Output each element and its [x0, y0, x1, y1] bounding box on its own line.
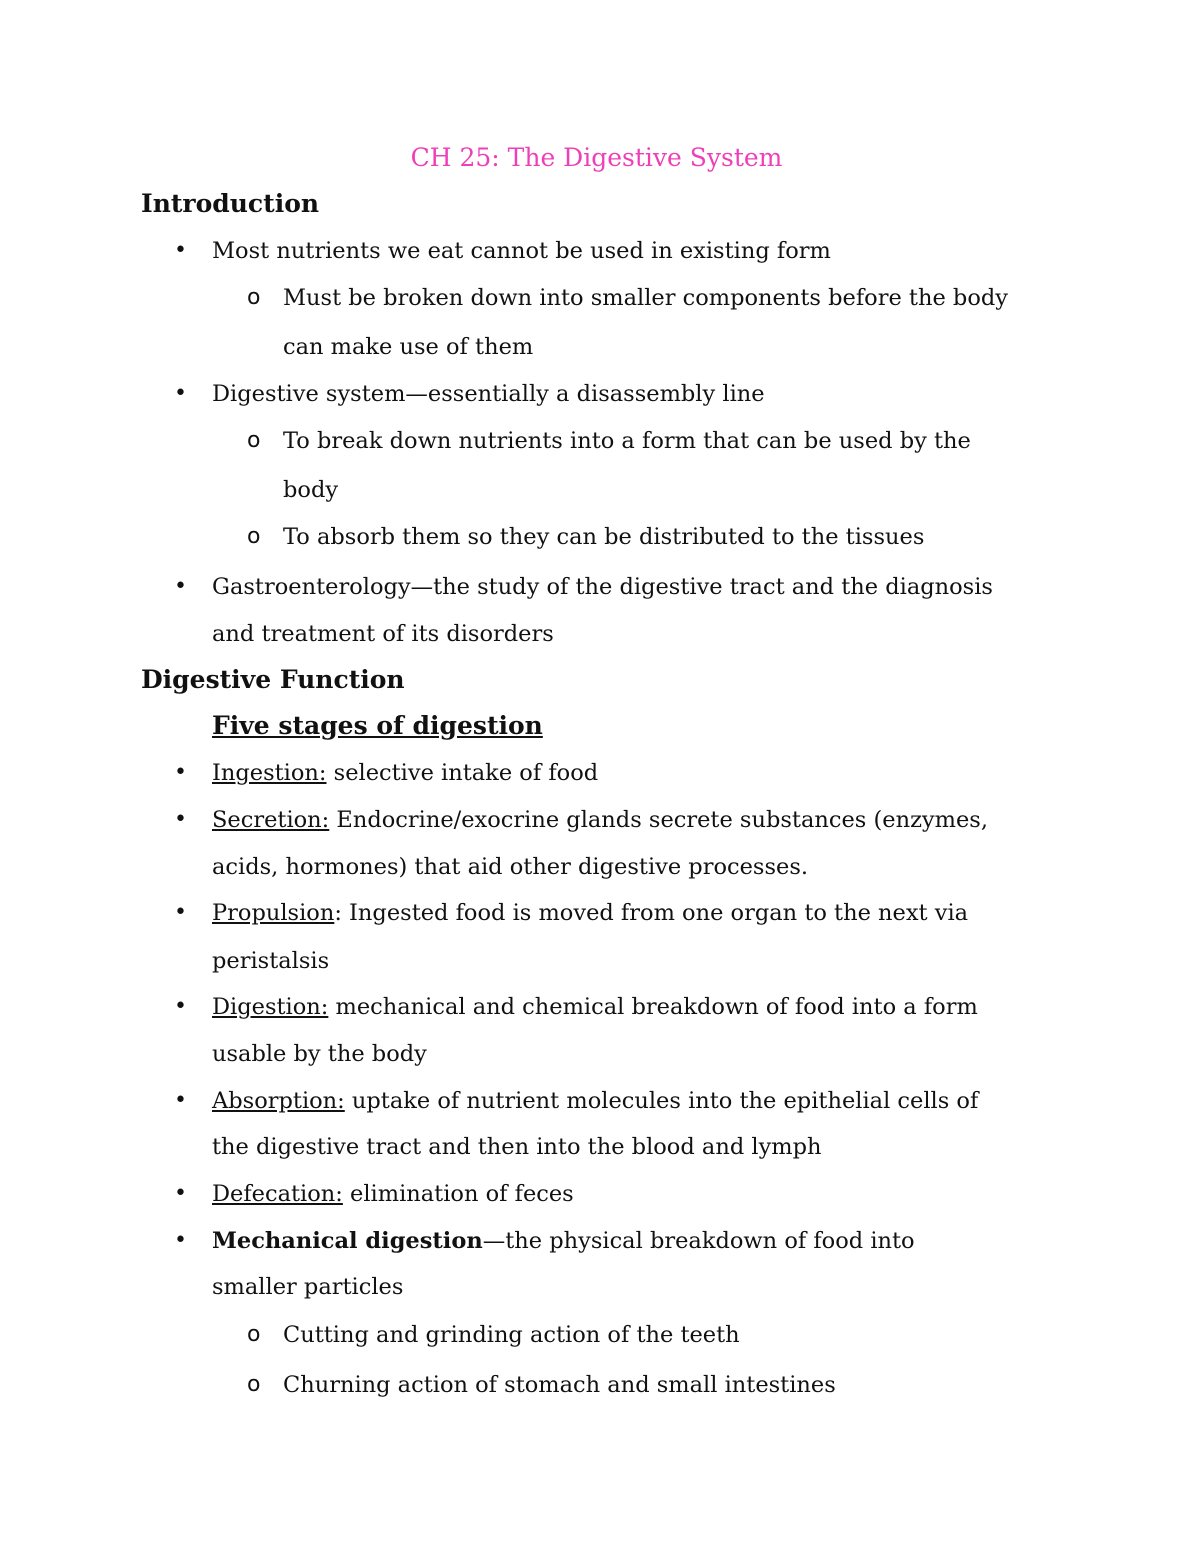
bullet-icon: • — [174, 994, 187, 1019]
list-item-continuation: and treatment of its disorders — [212, 621, 554, 647]
section-heading-digestive-function: Digestive Function — [141, 665, 405, 694]
sub-list-item: Churning action of stomach and small intestines — [283, 1372, 836, 1398]
section-heading-introduction: Introduction — [141, 189, 320, 218]
list-item-secretion — [212, 800, 988, 840]
list-item-mechanical-digestion — [212, 1221, 915, 1261]
definition-text: —the physical breakdown of food into — [482, 1228, 915, 1254]
term-propulsion: Propulsion — [212, 900, 335, 926]
term-digestion: Digestion: — [212, 994, 329, 1020]
term-mechanical-digestion: Mechanical digestion — [212, 1228, 483, 1254]
definition-text: : Ingested food is moved from one organ to the next via — [334, 900, 969, 926]
definition-text: selective intake of food — [326, 760, 599, 786]
bullet-icon: • — [174, 1181, 187, 1206]
term-secretion: Secretion: — [212, 807, 330, 833]
subheading-five-stages: Five stages of digestion — [212, 711, 543, 740]
circle-bullet-icon: o — [247, 1322, 261, 1347]
list-item-continuation: smaller particles — [212, 1274, 404, 1300]
sub-list-item: To absorb them so they can be distributed to the tissues — [283, 524, 925, 550]
bullet-icon: • — [174, 807, 187, 832]
sub-list-item: Cutting and grinding action of the teeth — [283, 1322, 740, 1348]
definition-text: uptake of nutrient molecules into the epithelial cells of — [344, 1088, 979, 1114]
sub-list-item-continuation: can make use of them — [283, 334, 534, 360]
term-absorption: Absorption: — [212, 1088, 345, 1114]
bullet-icon: • — [174, 238, 187, 263]
bullet-icon: • — [174, 1228, 187, 1253]
list-item-ingestion — [212, 753, 598, 793]
bullet-icon: • — [174, 900, 187, 925]
sub-list-item: Must be broken down into smaller components before the body — [283, 285, 1008, 311]
document-title: CH 25: The Digestive System — [410, 143, 783, 172]
term-ingestion: Ingestion: — [212, 760, 327, 786]
circle-bullet-icon: o — [247, 428, 261, 453]
circle-bullet-icon: o — [247, 285, 261, 310]
bullet-icon: • — [174, 760, 187, 785]
list-item-digestion — [212, 987, 978, 1027]
list-item-propulsion — [212, 893, 968, 933]
bullet-icon: • — [174, 574, 187, 599]
sub-list-item: To break down nutrients into a form that can be used by the — [283, 428, 971, 454]
list-item-continuation: usable by the body — [212, 1041, 427, 1067]
circle-bullet-icon: o — [247, 1372, 261, 1397]
bullet-icon: • — [174, 381, 187, 406]
list-item: Gastroenterology—the study of the digestive tract and the diagnosis — [212, 574, 993, 600]
definition-text: mechanical and chemical breakdown of food into a form — [328, 994, 978, 1020]
circle-bullet-icon: o — [247, 524, 261, 549]
definition-text: elimination of feces — [342, 1181, 574, 1207]
term-defecation: Defecation: — [212, 1181, 343, 1207]
list-item-continuation: acids, hormones) that aid other digestive processes. — [212, 854, 809, 880]
list-item-absorption — [212, 1081, 978, 1121]
bullet-icon: • — [174, 1088, 187, 1113]
list-item: Most nutrients we eat cannot be used in existing form — [212, 238, 831, 264]
list-item-continuation: peristalsis — [212, 948, 330, 974]
list-item: Digestive system—essentially a disassembly line — [212, 381, 765, 407]
list-item-continuation: the digestive tract and then into the blood and lymph — [212, 1134, 822, 1160]
definition-text: Endocrine/exocrine glands secrete substances (enzymes, — [329, 807, 988, 833]
sub-list-item-continuation: body — [283, 477, 339, 503]
list-item-defecation — [212, 1174, 574, 1214]
